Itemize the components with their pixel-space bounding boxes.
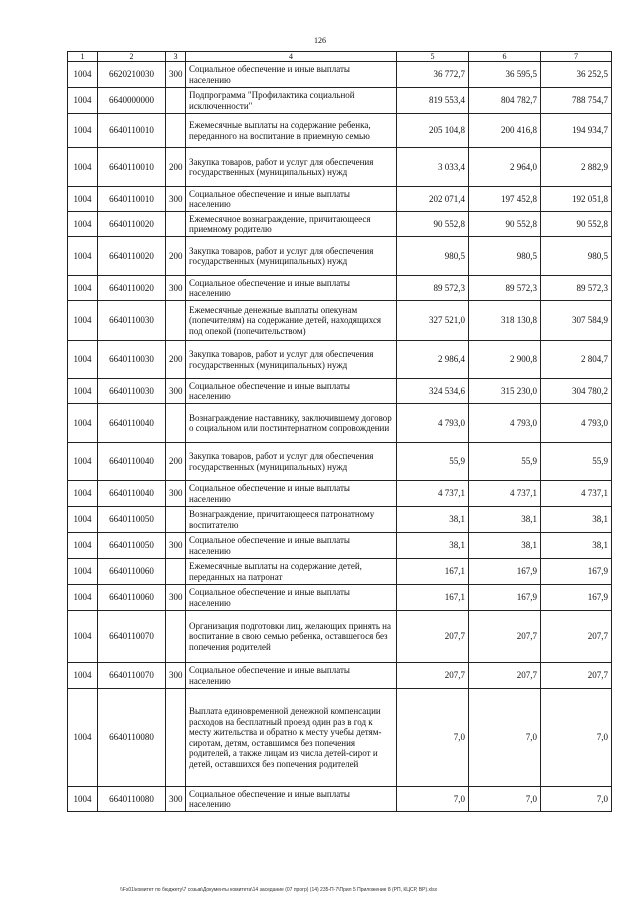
amount-col6-cell: 2 964,0: [469, 148, 541, 187]
description-cell: Социальное обеспечение и иные выплаты населению: [186, 379, 397, 404]
amount-col6-cell: 315 230,0: [469, 379, 541, 404]
target-article-code-cell: 6640110010: [98, 114, 166, 148]
amount-col7-cell: 980,5: [541, 237, 612, 276]
table-row: [68, 585, 612, 611]
section-code-cell: 1004: [68, 114, 98, 148]
amount-col5-cell: 3 033,4: [397, 148, 469, 187]
target-article-code-cell: 6640110060: [98, 585, 166, 611]
amount-col6-cell: 167,9: [469, 585, 541, 611]
amount-col6-cell: 197 452,8: [469, 187, 541, 212]
section-code-cell: 1004: [68, 88, 98, 114]
amount-col6-cell: 980,5: [469, 237, 541, 276]
description-cell: Подпрограмма "Профилактика социальной исключенности": [186, 88, 397, 114]
table-row: [68, 559, 612, 585]
section-code-cell: 1004: [68, 481, 98, 507]
section-code-cell: 1004: [68, 443, 98, 481]
amount-col6-cell: 167,9: [469, 559, 541, 585]
amount-col7-cell: 90 552,8: [541, 212, 612, 237]
amount-col5-cell: 55,9: [397, 443, 469, 481]
description-cell: Социальное обеспечение и иные выплаты населению: [186, 533, 397, 559]
target-article-code-cell: 6640110040: [98, 481, 166, 507]
amount-col7-cell: 194 934,7: [541, 114, 612, 148]
amount-col6-cell: 207,7: [469, 663, 541, 689]
description-cell: Социальное обеспечение и иные выплаты населению: [186, 663, 397, 689]
expense-type-cell: [166, 404, 186, 443]
amount-col5-cell: 38,1: [397, 533, 469, 559]
amount-col7-cell: 307 584,9: [541, 301, 612, 341]
amount-col5-cell: 7,0: [397, 787, 469, 812]
expense-type-cell: [166, 507, 186, 533]
expense-type-cell: 200: [166, 148, 186, 187]
amount-col6-cell: 38,1: [469, 507, 541, 533]
table-row: [68, 379, 612, 404]
section-code-cell: 1004: [68, 787, 98, 812]
page-number: 126: [314, 36, 326, 45]
amount-col5-cell: 327 521,0: [397, 301, 469, 341]
section-code-cell: 1004: [68, 276, 98, 301]
amount-col6-cell: 38,1: [469, 533, 541, 559]
target-article-code-cell: 6640110020: [98, 237, 166, 276]
target-article-code-cell: 6640110070: [98, 611, 166, 663]
section-code-cell: 1004: [68, 212, 98, 237]
table-row: [68, 611, 612, 663]
amount-col6-cell: 7,0: [469, 787, 541, 812]
col-header-2: 2: [98, 52, 166, 62]
amount-col5-cell: 36 772,7: [397, 62, 469, 88]
target-article-code-cell: 6640110010: [98, 148, 166, 187]
amount-col5-cell: 4 793,0: [397, 404, 469, 443]
expense-type-cell: 300: [166, 481, 186, 507]
amount-col6-cell: 318 130,8: [469, 301, 541, 341]
expense-type-cell: 200: [166, 237, 186, 276]
target-article-code-cell: 6640110010: [98, 187, 166, 212]
table-row: [68, 663, 612, 689]
section-code-cell: 1004: [68, 689, 98, 787]
expense-type-cell: 300: [166, 379, 186, 404]
target-article-code-cell: 6640110040: [98, 443, 166, 481]
section-code-cell: 1004: [68, 301, 98, 341]
amount-col6-cell: 55,9: [469, 443, 541, 481]
amount-col5-cell: 90 552,8: [397, 212, 469, 237]
target-article-code-cell: 6640110020: [98, 276, 166, 301]
column-number-row: [68, 52, 612, 62]
section-code-cell: 1004: [68, 379, 98, 404]
target-article-code-cell: 6640110080: [98, 787, 166, 812]
target-article-code-cell: 6640110050: [98, 533, 166, 559]
expense-type-cell: 300: [166, 663, 186, 689]
section-code-cell: 1004: [68, 533, 98, 559]
amount-col7-cell: 788 754,7: [541, 88, 612, 114]
table-row: [68, 301, 612, 341]
amount-col6-cell: 200 416,8: [469, 114, 541, 148]
table-row: [68, 212, 612, 237]
table-row: [68, 62, 612, 88]
expense-type-cell: 300: [166, 533, 186, 559]
col-header-6: 6: [469, 52, 541, 62]
section-code-cell: 1004: [68, 341, 98, 379]
description-cell: Социальное обеспечение и иные выплаты населению: [186, 787, 397, 812]
amount-col5-cell: 980,5: [397, 237, 469, 276]
description-cell: Выплата единовременной денежной компенсации расходов на бесплатный проезд один раз в год к месту жительства и обратно к месту учебы детям-сиротам, детям, оставшимся без попечения родителей, а также лицам из числа детей-сирот и детей, оставшихся без попечения родителей: [186, 689, 397, 787]
table-row: [68, 276, 612, 301]
description-cell: Закупка товаров, работ и услуг для обеспечения государственных (муниципальных) нужд: [186, 237, 397, 276]
amount-col6-cell: 2 900,8: [469, 341, 541, 379]
table-row: [68, 443, 612, 481]
target-article-code-cell: 6640110070: [98, 663, 166, 689]
budget-table: [67, 51, 612, 812]
amount-col5-cell: 38,1: [397, 507, 469, 533]
description-cell: Вознаграждение наставнику, заключившему договор о социальном или постинтернатном сопровождении: [186, 404, 397, 443]
expense-type-cell: [166, 88, 186, 114]
target-article-code-cell: 6640110020: [98, 212, 166, 237]
col-header-4: 4: [186, 52, 397, 62]
table-row: [68, 237, 612, 276]
table-row: [68, 689, 612, 787]
amount-col6-cell: 89 572,3: [469, 276, 541, 301]
expense-type-cell: [166, 301, 186, 341]
col-header-5: 5: [397, 52, 469, 62]
amount-col6-cell: 4 793,0: [469, 404, 541, 443]
table-row: [68, 533, 612, 559]
section-code-cell: 1004: [68, 148, 98, 187]
amount-col7-cell: 304 780,2: [541, 379, 612, 404]
amount-col6-cell: 804 782,7: [469, 88, 541, 114]
expense-type-cell: [166, 212, 186, 237]
table-row: [68, 187, 612, 212]
target-article-code-cell: 6640110030: [98, 341, 166, 379]
target-article-code-cell: 6640000000: [98, 88, 166, 114]
col-header-7: 7: [541, 52, 612, 62]
expense-type-cell: 200: [166, 341, 186, 379]
target-article-code-cell: 6620210030: [98, 62, 166, 88]
amount-col7-cell: 207,7: [541, 663, 612, 689]
description-cell: Ежемесячное вознаграждение, причитающееся приемному родителю: [186, 212, 397, 237]
amount-col6-cell: 7,0: [469, 689, 541, 787]
section-code-cell: 1004: [68, 507, 98, 533]
expense-type-cell: 300: [166, 585, 186, 611]
amount-col7-cell: 167,9: [541, 585, 612, 611]
description-cell: Социальное обеспечение и иные выплаты населению: [186, 62, 397, 88]
amount-col7-cell: 192 051,8: [541, 187, 612, 212]
table-row: [68, 787, 612, 812]
target-article-code-cell: 6640110040: [98, 404, 166, 443]
description-cell: Ежемесячные выплаты на содержание ребенка, переданного на воспитание в приемную семью: [186, 114, 397, 148]
table-row: [68, 148, 612, 187]
amount-col5-cell: 207,7: [397, 611, 469, 663]
description-cell: Ежемесячные выплаты на содержание детей, переданных на патронат: [186, 559, 397, 585]
target-article-code-cell: 6640110030: [98, 379, 166, 404]
amount-col7-cell: 38,1: [541, 507, 612, 533]
table-row: [68, 114, 612, 148]
amount-col5-cell: 167,1: [397, 585, 469, 611]
amount-col5-cell: 167,1: [397, 559, 469, 585]
expense-type-cell: 300: [166, 62, 186, 88]
expense-type-cell: 300: [166, 276, 186, 301]
expense-type-cell: 300: [166, 187, 186, 212]
amount-col5-cell: 819 553,4: [397, 88, 469, 114]
description-cell: Закупка товаров, работ и услуг для обеспечения государственных (муниципальных) нужд: [186, 443, 397, 481]
amount-col7-cell: 167,9: [541, 559, 612, 585]
table-row: [68, 507, 612, 533]
amount-col7-cell: 4 793,0: [541, 404, 612, 443]
section-code-cell: 1004: [68, 187, 98, 212]
amount-col5-cell: 202 071,4: [397, 187, 469, 212]
amount-col7-cell: 36 252,5: [541, 62, 612, 88]
amount-col5-cell: 324 534,6: [397, 379, 469, 404]
expense-type-cell: [166, 559, 186, 585]
amount-col7-cell: 2 804,7: [541, 341, 612, 379]
target-article-code-cell: 6640110050: [98, 507, 166, 533]
section-code-cell: 1004: [68, 404, 98, 443]
description-cell: Вознаграждение, причитающееся патронатному воспитателю: [186, 507, 397, 533]
amount-col6-cell: 207,7: [469, 611, 541, 663]
description-cell: Ежемесячные денежные выплаты опекунам (попечителям) на содержание детей, находящихся под опекой (попечительством): [186, 301, 397, 341]
description-cell: Закупка товаров, работ и услуг для обеспечения государственных (муниципальных) нужд: [186, 148, 397, 187]
amount-col5-cell: 205 104,8: [397, 114, 469, 148]
amount-col5-cell: 2 986,4: [397, 341, 469, 379]
col-header-1: 1: [68, 52, 98, 62]
description-cell: Социальное обеспечение и иные выплаты населению: [186, 187, 397, 212]
amount-col7-cell: 2 882,9: [541, 148, 612, 187]
table-row: [68, 88, 612, 114]
amount-col7-cell: 7,0: [541, 787, 612, 812]
amount-col6-cell: 4 737,1: [469, 481, 541, 507]
amount-col6-cell: 90 552,8: [469, 212, 541, 237]
amount-col6-cell: 36 595,5: [469, 62, 541, 88]
section-code-cell: 1004: [68, 62, 98, 88]
amount-col7-cell: 7,0: [541, 689, 612, 787]
description-cell: Социальное обеспечение и иные выплаты населению: [186, 276, 397, 301]
amount-col7-cell: 89 572,3: [541, 276, 612, 301]
section-code-cell: 1004: [68, 663, 98, 689]
expense-type-cell: 300: [166, 787, 186, 812]
amount-col5-cell: 89 572,3: [397, 276, 469, 301]
table-row: [68, 481, 612, 507]
amount-col7-cell: 207,7: [541, 611, 612, 663]
amount-col7-cell: 4 737,1: [541, 481, 612, 507]
amount-col5-cell: 7,0: [397, 689, 469, 787]
section-code-cell: 1004: [68, 585, 98, 611]
amount-col7-cell: 55,9: [541, 443, 612, 481]
table-row: [68, 404, 612, 443]
target-article-code-cell: 6640110030: [98, 301, 166, 341]
amount-col5-cell: 207,7: [397, 663, 469, 689]
target-article-code-cell: 6640110060: [98, 559, 166, 585]
amount-col7-cell: 38,1: [541, 533, 612, 559]
amount-col5-cell: 4 737,1: [397, 481, 469, 507]
description-cell: Социальное обеспечение и иные выплаты населению: [186, 585, 397, 611]
file-path-footer: \\Fs01\комитет по бюджету\7 созыв\Документы комитета\14 заседание (07 прогр) (14) 235-П-7\Прил 5 Приложение 8 (РП, КЦСР, ВР).xlsx: [120, 887, 438, 893]
expense-type-cell: [166, 611, 186, 663]
table-row: [68, 341, 612, 379]
section-code-cell: 1004: [68, 237, 98, 276]
description-cell: Организация подготовки лиц, желающих принять на воспитание в свою семью ребенка, оставшегося без попечения родителей: [186, 611, 397, 663]
description-cell: Социальное обеспечение и иные выплаты населению: [186, 481, 397, 507]
target-article-code-cell: 6640110080: [98, 689, 166, 787]
expense-type-cell: 200: [166, 443, 186, 481]
section-code-cell: 1004: [68, 559, 98, 585]
col-header-3: 3: [166, 52, 186, 62]
section-code-cell: 1004: [68, 611, 98, 663]
expense-type-cell: [166, 689, 186, 787]
expense-type-cell: [166, 114, 186, 148]
description-cell: Закупка товаров, работ и услуг для обеспечения государственных (муниципальных) нужд: [186, 341, 397, 379]
